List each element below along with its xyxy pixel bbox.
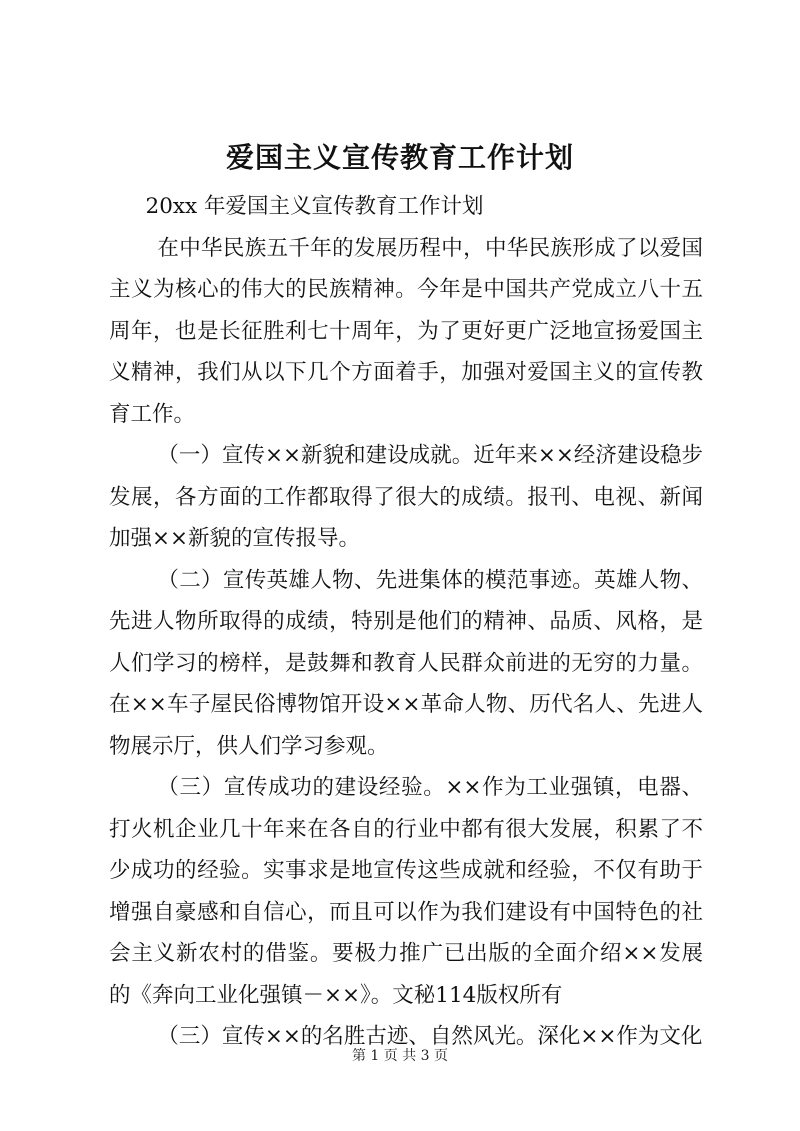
paragraph-section-1: （一）宣传××新貌和建设成就。近年来××经济建设稳步发展，各方面的工作都取得了很大的成绩。报刊、电视、新闻加强××新貌的宣传报导。 [109,443,703,551]
document-title: 爱国主义宣传教育工作计划 [225,141,574,174]
page-number-footer: 第 1 页 共 3 页 [351,1048,449,1064]
document-subtitle: 20xx 年爱国主义宣传教育工作计划 [145,194,484,219]
paragraph-intro: 在中华民族五千年的发展历程中，中华民族形成了以爱国主义为核心的伟大的民族精神。今年是中国共产党成立八十五周年，也是长征胜利七十周年，为了更好更广泛地宣扬爱国主义精神，我们从以下几个方面着手，加强对爱国主义的宣传教育工作。 [109,235,703,427]
paragraph-section-2: （二）宣传英雄人物、先进集体的模范事迹。英雄人物、先进人物所取得的成绩，特别是他们的精神、品质、风格，是人们学习的榜样，是鼓舞和教育人民群众前进的无穷的力量。在××车子屋民俗博物馆开设××革命人物、历代名人、先进人物展示厅，供人们学习参观。 [109,567,703,759]
document-body [109,186,703,1058]
paragraph-section-4: （三）宣传××的名胜古迹、自然风光。深化××作为文化 [157,1024,703,1049]
paragraph-section-3: （三）宣传成功的建设经验。××作为工业强镇，电器、打火机企业几十年来在各自的行业中都有很大发展，积累了不少成功的经验。实事求是地宣传这些成就和经验，不仅有助于增强自豪感和自信心，而且可以作为我们建设有中国特色的社会主义新农村的借鉴。要极力推广已出版的全面介绍××发展的《奔向工业化强镇－××》。文秘114版权所有 [109,775,703,1008]
